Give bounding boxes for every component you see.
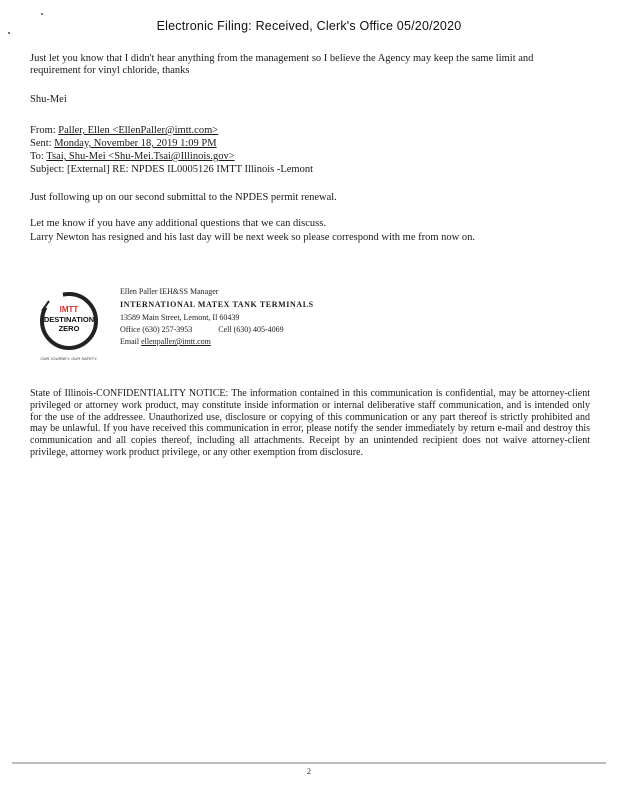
to-line bbox=[30, 151, 235, 163]
forward-body-1: Just following up on our second submittal to the NPDES permit renewal. bbox=[30, 192, 337, 203]
imtt-destination-zero-logo bbox=[33, 287, 113, 367]
sent-line bbox=[30, 138, 217, 150]
signature-phones bbox=[120, 324, 284, 336]
subject-line bbox=[30, 164, 313, 176]
logo-tagline: OUR JOURNEY. OUR SAFETY. bbox=[40, 356, 98, 361]
reply-body: Just let you know that I didn't hear anything from the management so I believe the Agency may keep the same limit and requirement for vinyl chloride, thanks bbox=[30, 53, 534, 76]
logo-brand: IMTT bbox=[59, 305, 79, 314]
signature-email-label: Email bbox=[120, 337, 140, 346]
page-number: 2 bbox=[307, 767, 311, 776]
logo-graphic bbox=[33, 287, 113, 367]
signature-company: INTERNATIONAL MATEX TANK TERMINALS bbox=[120, 300, 314, 309]
sent-label: Sent: bbox=[30, 138, 52, 149]
signature-address: 13589 Main Street, Lemont, Il 60439 bbox=[120, 313, 240, 322]
signature-name-title: Ellen Paller IEH&SS Manager bbox=[120, 287, 219, 296]
signature-office: Office (630) 257-3953 bbox=[120, 325, 193, 334]
from-label: From: bbox=[30, 125, 56, 136]
filing-stamp: Electronic Filing: Received, Clerk's Office 05/20/2020 bbox=[156, 19, 462, 33]
signature-cell: Cell (630) 405-4069 bbox=[218, 325, 284, 334]
logo-line2: ZERO bbox=[58, 324, 80, 333]
reply-signoff: Shu-Mei bbox=[30, 94, 67, 105]
subject-value: [External] RE: NPDES IL0005126 IMTT Illinois -Lemont bbox=[67, 164, 313, 175]
from-line bbox=[30, 125, 218, 137]
logo-line1: DESTINATION bbox=[43, 315, 95, 324]
to-value[interactable]: Tsai, Shu-Mei <Shu-Mei.Tsai@Illinois.gov> bbox=[46, 151, 235, 162]
scan-mark bbox=[41, 13, 43, 15]
forward-body-2: Let me know if you have any additional questions that we can discuss. bbox=[30, 218, 326, 229]
forward-body-3: Larry Newton has resigned and his last day will be next week so please correspond with me from now on. bbox=[30, 232, 475, 243]
to-label: To: bbox=[30, 151, 44, 162]
subject-label: Subject: bbox=[30, 164, 65, 175]
signature-email-link[interactable]: ellenpaller@imtt.com bbox=[141, 337, 211, 346]
footer-divider bbox=[12, 762, 606, 764]
confidentiality-notice: State of Illinois-CONFIDENTIALITY NOTICE: The information contained in this communication is confidential, may be attorney-client privileged or attorney work product, may constitute inside information or internal deliberative staff communication, and is intended only for the use of the addressee. Unauthorized use, disclosure or copying of this communication or any part thereof is strictly prohibited and may be unlawful. If you have received this communication in error, please notify the sender immediately by return e-mail and destroy this communication and all copies thereof, including all attachments. Receipt by an unintended recipient does not waive attorney-client privilege, attorney work product privilege, or any other exemption from disclosure. bbox=[30, 388, 590, 458]
from-value[interactable]: Paller, Ellen <EllenPaller@imtt.com> bbox=[58, 125, 219, 136]
signature-email bbox=[120, 336, 211, 348]
sent-value: Monday, November 18, 2019 1:09 PM bbox=[54, 138, 217, 149]
